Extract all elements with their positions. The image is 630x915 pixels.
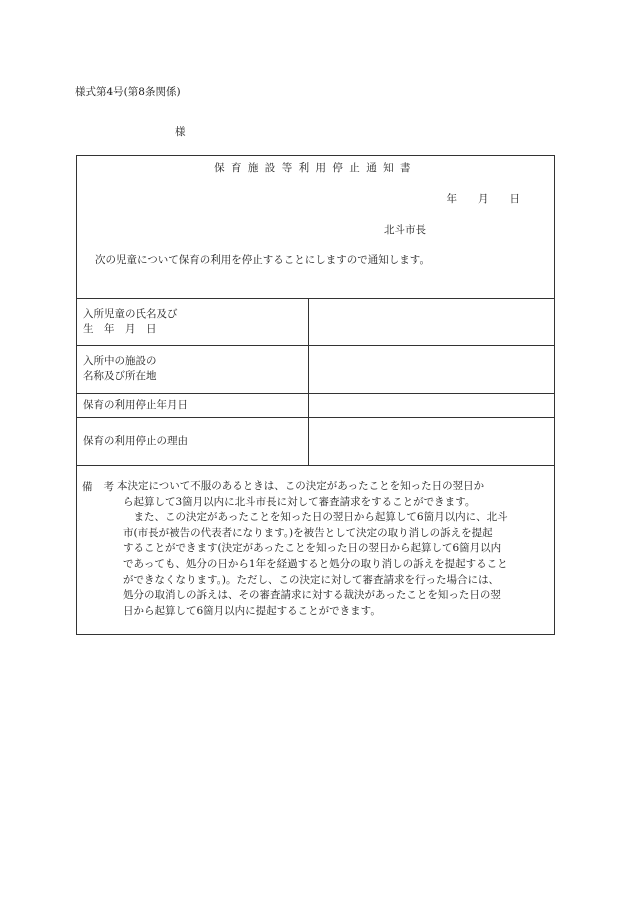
date-line: 年 月 日 [446,193,520,205]
notice-text: 次の児童について保育の利用を停止することにしますので通知します。 [95,254,430,266]
remarks-line: することができます(決定があったことを知った日の翌日から起算して6箇月以内 [123,542,502,555]
stop-reason-field [308,418,554,466]
remarks-line: ができなくなります。)。ただし、この決定に対して審査請求を行った場合には、 [123,573,500,586]
addressee-suffix: 様 [175,126,186,138]
table-row-facility [77,345,554,394]
remarks-line: であっても、処分の日から1年を経過すると処分の取り消しの訴えを提起すること [123,557,508,570]
row-label: 保育の利用停止年月日 [83,399,188,411]
remarks-line: 本決定について不服のあるときは、この決定があったことを知った日の翌日か [117,480,485,492]
table-row-child-name [77,298,554,346]
row-label-line: 名称及び所在地 [83,370,157,382]
row-label [83,354,157,384]
remarks-line: 市(市長が被告の代表者になります。)を被告として決定の取り消しの訴えを提起 [123,526,493,539]
row-label-line: 入所児童の氏名及び [83,308,178,320]
remarks-line: ら起算して3箇月以内に北斗市長に対して審査請求をすることができます。 [123,495,476,508]
remarks-line: 日から起算して6箇月以内に提起することができます。 [123,604,381,617]
table-row-stop-date [77,393,554,418]
remarks-section [77,465,554,617]
row-label [83,307,178,337]
form-number-label: 様式第4号(第8条関係) [75,86,181,98]
remarks-heading: 備考 [82,481,125,493]
remarks-line: また、この決定があったことを知った日の翌日から起算して6箇月以内に、北斗 [123,511,508,524]
issuer-name: 北斗市長 [384,224,426,236]
row-label: 保育の利用停止の理由 [83,435,188,447]
row-label-line: 入所中の施設の [83,355,157,367]
facility-name-address-field [308,346,554,394]
row-label-line: 生 年 月 日 [83,323,157,335]
stop-date-field [308,394,554,418]
notice-form-frame [76,155,555,635]
remarks-line: 処分の取消しの訴えは、その審査請求に対する裁決があったことを知った日の翌 [123,589,501,602]
document-title: 保育施設等利用停止通知書 [214,162,417,174]
remarks-body [117,479,548,619]
child-name-birthdate-field [308,299,554,346]
table-row-stop-reason [77,417,554,466]
